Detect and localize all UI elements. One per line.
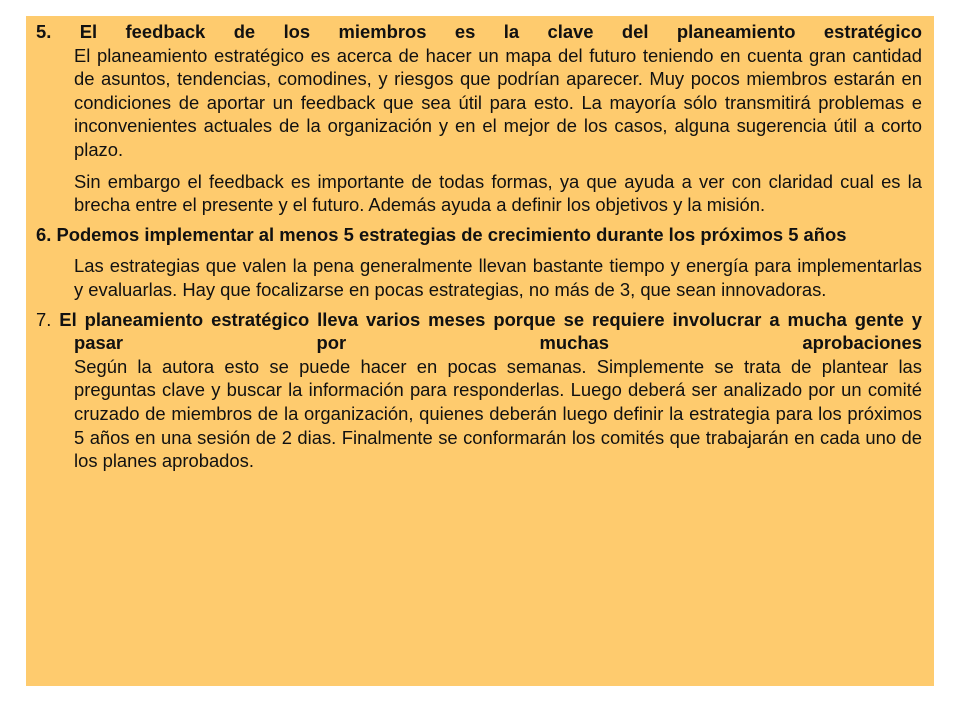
section-6-paragraph-1: Las estrategias que valen la pena generalmente llevan bastante tiempo y energía para implementarlas y evaluarlas. Hay que focalizarse en pocas estrategias, no más de 3, que sean innovadoras. — [74, 255, 922, 300]
slide-content-box — [26, 16, 934, 686]
section-7-paragraph-1: Según la autora esto se puede hacer en pocas semanas. Simplemente se trata de plantear las preguntas clave y buscar la información para responderlas. Luego deberá ser analizado por un comité cruzado de miembros de la organización, quienes deberán luego definir la estrategia para los próximos 5 años en una sesión de 2 dias. Finalmente se conformarán los comités que trabajarán en cada uno de los planes aprobados. — [74, 355, 922, 472]
section-5-paragraph-1: El planeamiento estratégico es acerca de hacer un mapa del futuro teniendo en cuenta gran cantidad de asuntos, tendencias, comodines, y riesgos que podrían aparecer. Muy pocos miembros estarán en condiciones de aportar un feedback que sea útil para esto. La mayoría sólo transmitirá problemas e inconvenientes actuales de la organización y en el mejor de los casos, alguna sugerencia útil a corto plazo. — [74, 44, 922, 160]
section-5-heading — [36, 20, 922, 44]
section-5-title: 5. El feedback de los miembros es la clave del planeamiento estratégico — [36, 21, 922, 42]
section-7-number: 7. — [36, 308, 52, 330]
section-7-heading — [36, 308, 922, 355]
section-5-paragraph-2: Sin embargo el feedback es importante de todas formas, ya que ayuda a ver con claridad cual es la brecha entre el presente y el futuro. Además ayuda a definir los objetivos y la misión. — [74, 170, 922, 216]
section-7-title: El planeamiento estratégico lleva varios meses porque se requiere involucrar a mucha gente y pasar por muchas aprobaciones — [59, 308, 922, 354]
section-6-title: 6. Podemos implementar al menos 5 estrategias de crecimiento durante los próximos 5 años — [36, 223, 847, 245]
section-6-heading — [36, 223, 922, 247]
